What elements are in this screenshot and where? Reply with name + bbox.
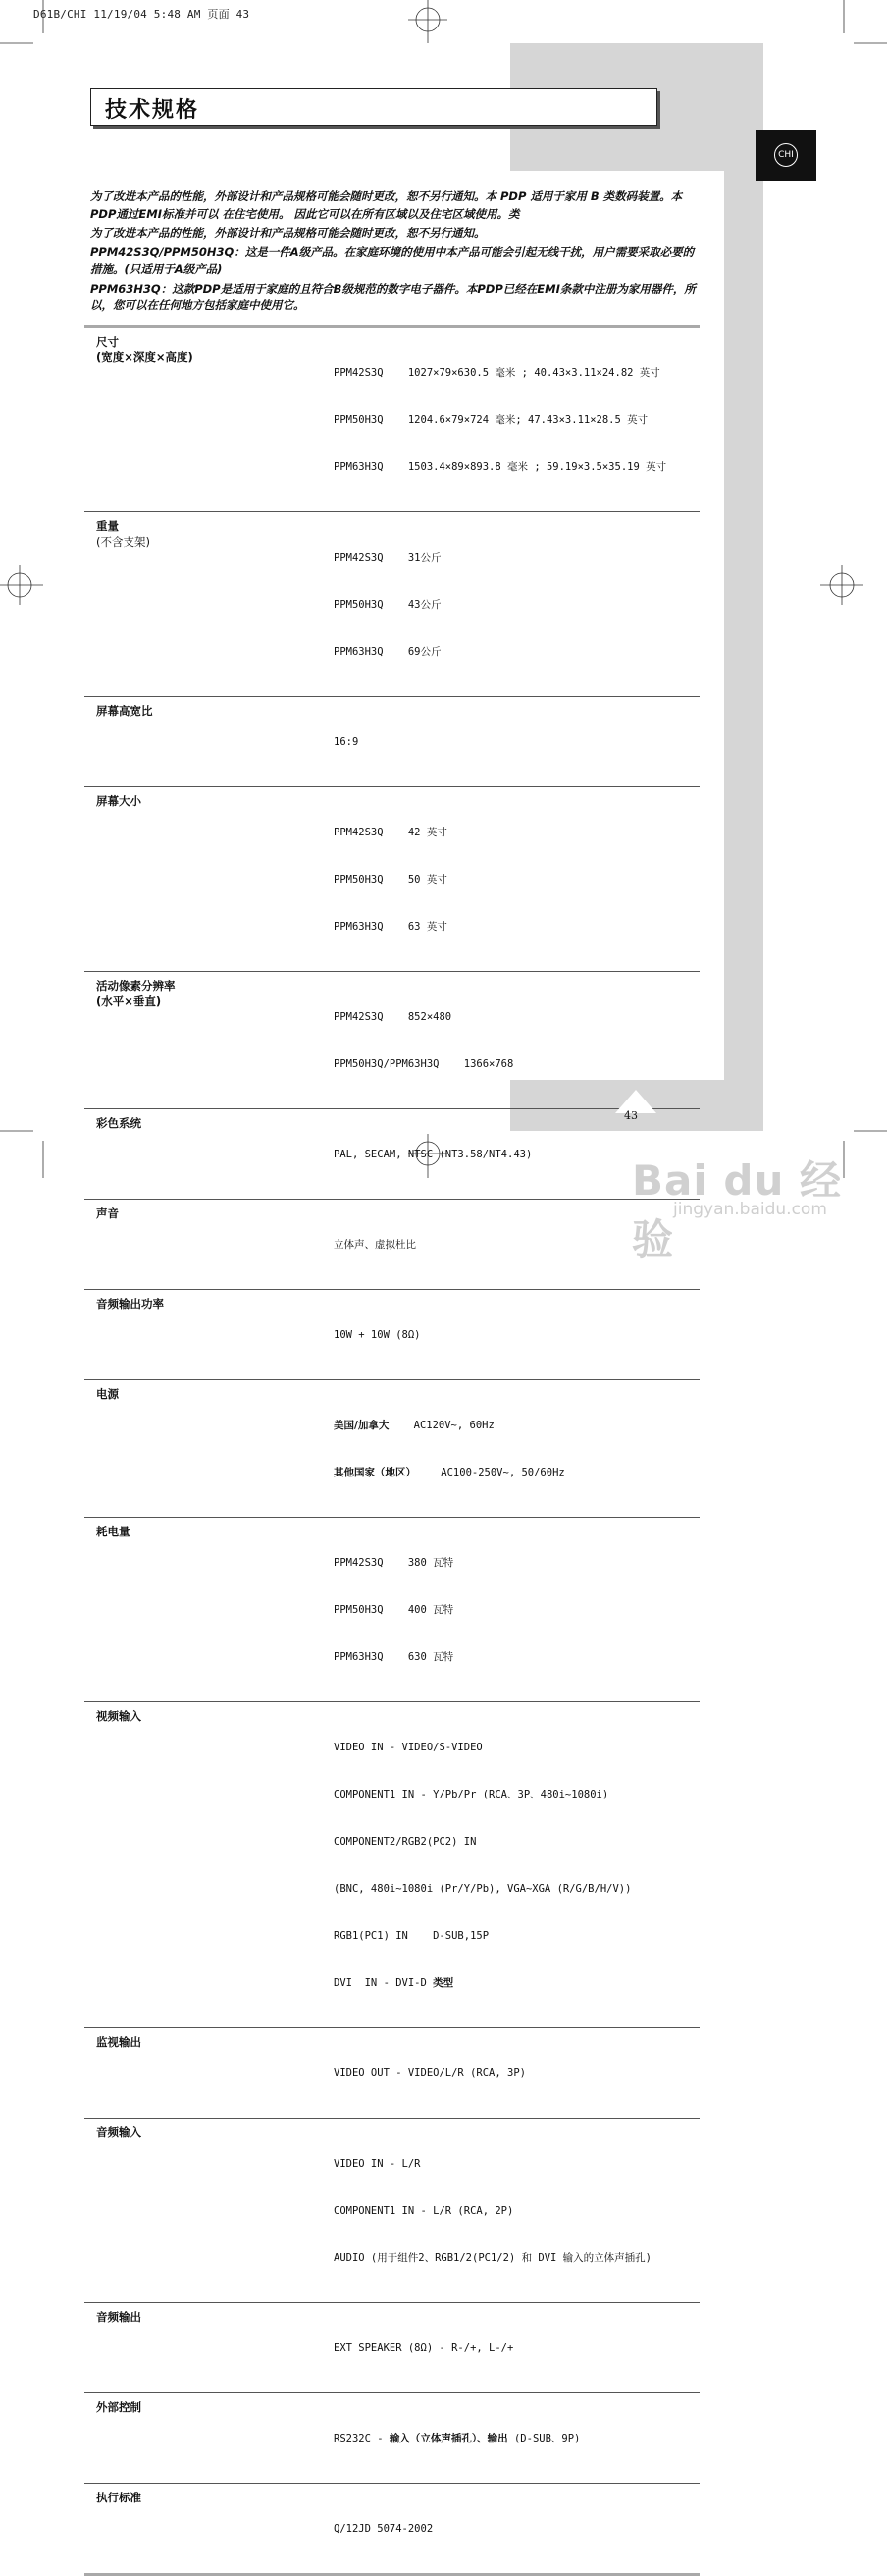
spec-value: PPM50H3Q/PPM63H3Q 1366×768 — [334, 1058, 514, 1070]
spec-sublabel: (宽度×深度×高度) — [96, 350, 193, 364]
spec-row-monitor-output — [84, 2028, 700, 2119]
language-tab — [756, 130, 816, 181]
spec-value: (BNC, 480i~1080i (Pr/Y/Pb), VGA~XGA (R/G/B/H/V)) — [334, 1883, 632, 1895]
watermark-url: jingyan.baidu.com — [673, 1200, 827, 1219]
spec-row-external-control — [84, 2393, 700, 2484]
intro-paragraph: PPM42S3Q/PPM50H3Q：这是一件A级产品。在家庭环境的使用中本产品可能会引起无线干扰，用户需要采取必要的措施。(只适用于A级产品) — [90, 244, 695, 276]
spec-value: PPM63H3Q 630 瓦特 — [334, 1651, 454, 1663]
spec-label: 耗电量 — [96, 1525, 130, 1538]
spec-value: PAL, SECAM, NTSC (NT3.58/NT4.43) — [334, 1149, 533, 1160]
region-label: 其他国家（地区） — [334, 1467, 416, 1478]
spec-label: 监视输出 — [96, 2035, 141, 2049]
spec-value: PPM50H3Q 400 瓦特 — [334, 1604, 454, 1616]
spec-row-resolution — [84, 972, 700, 1109]
spec-label: 声音 — [96, 1207, 119, 1220]
spec-value-bold: 类型 — [433, 1977, 454, 1989]
language-badge: CHI — [774, 143, 798, 167]
spec-label: 活动像素分辨率 — [96, 979, 176, 993]
spec-value: PPM50H3Q 50 英寸 — [334, 874, 447, 886]
spec-label: 彩色系统 — [96, 1116, 141, 1130]
spec-row-color-system — [84, 1109, 700, 1200]
intro-paragraph: 为了改进本产品的性能，外部设计和产品规格可能会随时更改，恕不另行通知。本 PDP 适用于家用 B 类数码装置。本PDP通过EMI标准并可以 在住宅使用。 因此它可以在所有区域以及住宅区域使用。类 — [90, 189, 683, 221]
spec-value: PPM63H3Q 69公斤 — [334, 646, 442, 658]
spec-value: VIDEO OUT - VIDEO/L/R (RCA, 3P) — [334, 2067, 526, 2079]
spec-sublabel: (水平×垂直) — [96, 994, 162, 1008]
region-label: 美国/加拿大 — [334, 1420, 390, 1431]
spec-value: RS232C - — [334, 2433, 390, 2444]
spec-value: VIDEO IN - L/R — [334, 2158, 421, 2170]
spec-value: PPM63H3Q 63 英寸 — [334, 921, 447, 933]
spec-value: COMPONENT2/RGB2(PC2) IN — [334, 1836, 477, 1848]
spec-row-aspect — [84, 697, 700, 787]
spec-label: 电源 — [96, 1387, 119, 1401]
spec-row-video-input — [84, 1702, 700, 2028]
spec-value: COMPONENT1 IN - Y/Pb/Pr (RCA、3P、480i~1080i) — [334, 1789, 609, 1800]
page-title-box — [90, 88, 657, 126]
spec-value: RGB1(PC1) IN D-SUB,15P — [334, 1930, 490, 1942]
spec-value: 10W + 10W (8Ω) — [334, 1329, 421, 1341]
intro-notes — [90, 188, 701, 317]
spec-value: PPM42S3Q 1027×79×630.5 毫米 ; 40.43×3.11×24.82 英寸 — [334, 367, 660, 379]
spec-label: 音频输出 — [96, 2310, 141, 2324]
spec-label: 外部控制 — [96, 2400, 141, 2414]
spec-value: 16:9 — [334, 736, 359, 748]
spec-label: 音频输出功率 — [96, 1297, 164, 1311]
spec-value: PPM42S3Q 42 英寸 — [334, 827, 447, 838]
intro-paragraph: PPM63H3Q：这款PDP是适用于家庭的且符合B级规范的数字电子器件。本PDP已经在EMI条款中注册为家用器件，所以，您可以在任何地方包括家庭中使用它。 — [90, 281, 696, 312]
spec-label: 执行标准 — [96, 2491, 141, 2504]
spec-row-audio-output — [84, 2303, 700, 2393]
page-title: 技术规格 — [105, 98, 200, 123]
spec-label: 屏幕大小 — [96, 794, 141, 808]
watermark-brand: Bai du 经验 — [632, 1156, 842, 1263]
spec-value: PPM50H3Q 43公斤 — [334, 599, 442, 611]
spec-value: PPM50H3Q 1204.6×79×724 毫米; 47.43×3.11×28.5 英寸 — [334, 414, 649, 426]
spec-label: 音频输入 — [96, 2125, 141, 2139]
spec-label: 尺寸 — [96, 335, 119, 349]
spec-value: PPM42S3Q 380 瓦特 — [334, 1557, 454, 1569]
intro-paragraph: 为了改进本产品的性能，外部设计和产品规格可能会随时更改，恕不另行通知。 — [90, 226, 486, 240]
print-header: D61B/CHI 11/19/04 5:48 AM 页面 43 — [33, 8, 250, 21]
spec-value: PPM42S3Q 31公斤 — [334, 552, 442, 564]
spec-value: DVI IN - DVI-D — [334, 1977, 434, 1989]
spec-value: AUDIO (用于组件2、RGB1/2(PC1/2) 和 DVI 输入的立体声插孔) — [334, 2252, 652, 2264]
spec-value: (D-SUB、9P) — [507, 2433, 581, 2444]
spec-value: AC100-250V~, 50/60Hz — [416, 1467, 565, 1478]
spec-value: VIDEO IN - VIDEO/S-VIDEO — [334, 1742, 483, 1753]
spec-row-standard — [84, 2484, 700, 2573]
spec-value: PPM42S3Q 852×480 — [334, 1011, 452, 1023]
spec-row-consumption — [84, 1518, 700, 1702]
spec-row-dimensions — [84, 328, 700, 512]
spec-label: 重量 — [96, 519, 119, 533]
spec-row-weight — [84, 512, 700, 697]
spec-row-power — [84, 1380, 700, 1518]
spec-value: 立体声、虚拟杜比 — [334, 1239, 416, 1251]
spec-value: AC120V~, 60Hz — [389, 1420, 495, 1431]
spec-row-audio-power — [84, 1290, 700, 1380]
spec-sublabel: (不含支架) — [96, 535, 150, 549]
spec-table — [84, 325, 700, 2576]
spec-value: COMPONENT1 IN - L/R (RCA, 2P) — [334, 2205, 514, 2217]
spec-value: EXT SPEAKER (8Ω) - R-/+, L-/+ — [334, 2342, 514, 2354]
page-number: 43 — [624, 1109, 638, 1122]
spec-value: PPM63H3Q 1503.4×89×893.8 毫米 ; 59.19×3.5×35.19 英寸 — [334, 461, 667, 473]
baidu-watermark — [628, 1119, 863, 1263]
spec-row-sound — [84, 1200, 700, 1290]
spec-label: 屏幕高宽比 — [96, 704, 153, 718]
spec-row-audio-input — [84, 2119, 700, 2303]
spec-label: 视频输入 — [96, 1709, 141, 1723]
spec-value: Q/12JD 5074-2002 — [334, 2523, 434, 2535]
spec-value-bold: 输入（立体声插孔）、输出 — [389, 2433, 508, 2444]
spec-row-screen-size — [84, 787, 700, 972]
